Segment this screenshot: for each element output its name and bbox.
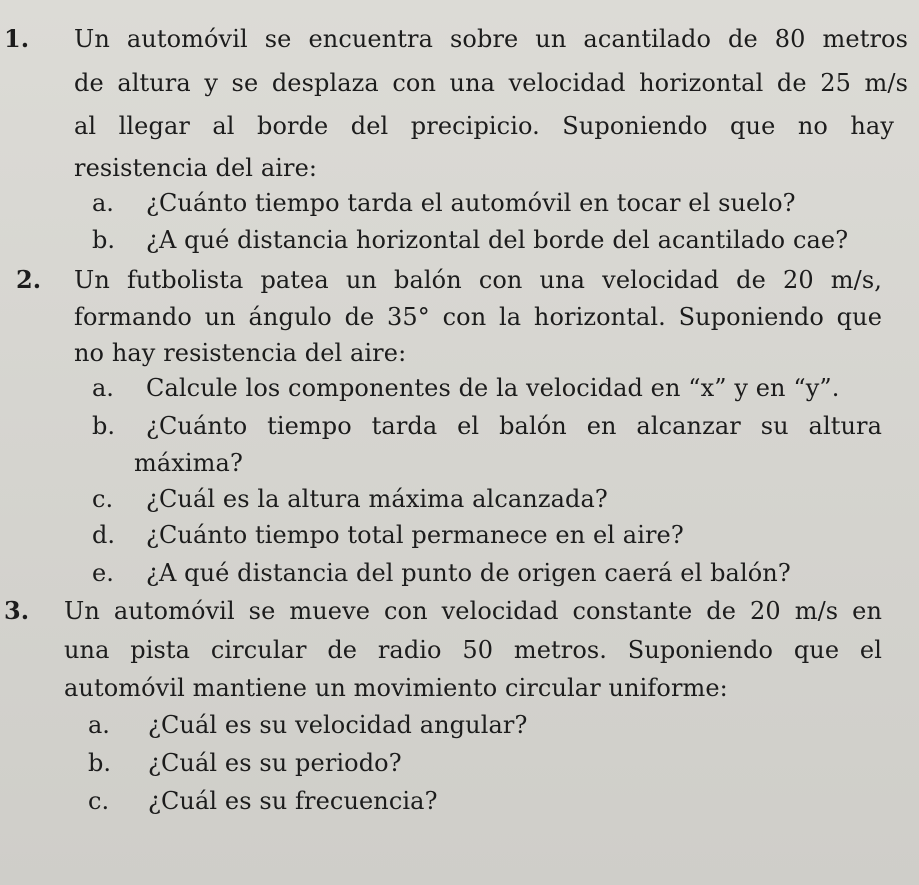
problem-1-number: 1. xyxy=(4,24,30,53)
problem-2-line-3: no hay resistencia del aire: xyxy=(74,339,407,367)
problem-1-line-2: de altura y se desplaza con una velocidad horizontal de 25 m/s xyxy=(74,69,908,97)
problem-3-line-3: automóvil mantiene un movimiento circular uniforme: xyxy=(64,674,728,702)
problem-3-item-a-text: ¿Cuál es su velocidad angular? xyxy=(148,711,528,739)
problem-2-item-c-letter: c. xyxy=(92,485,114,513)
problem-3-item-a-letter: a. xyxy=(88,711,110,739)
problem-2-item-b-letter: b. xyxy=(92,412,115,440)
problem-3-item-c-text: ¿Cuál es su frecuencia? xyxy=(148,787,438,815)
problem-3-line-1: Un automóvil se mueve con velocidad constante de 20 m/s en xyxy=(64,597,882,625)
problem-3-item-b-letter: b. xyxy=(88,749,111,777)
problem-3-item-c-letter: c. xyxy=(88,787,110,815)
problem-2-item-b-text-2: máxima? xyxy=(134,449,243,477)
problem-2-item-a-text: Calcule los componentes de la velocidad en “x” y en “y”. xyxy=(146,374,840,402)
problem-2-item-b-text-1: ¿Cuánto tiempo tarda el balón en alcanzar su altura xyxy=(146,412,882,440)
problem-3-item-b-text: ¿Cuál es su periodo? xyxy=(148,749,402,777)
problem-2-item-e-text: ¿A qué distancia del punto de origen caerá el balón? xyxy=(146,559,791,587)
problem-1-line-3: al llegar al borde del precipicio. Suponiendo que no hay xyxy=(74,112,894,140)
problem-3-line-2: una pista circular de radio 50 metros. Suponiendo que el xyxy=(64,636,882,664)
problem-2-item-a-letter: a. xyxy=(92,374,114,402)
problem-1-item-a-text: ¿Cuánto tiempo tarda el automóvil en tocar el suelo? xyxy=(146,189,796,217)
problem-1-item-b-letter: b. xyxy=(92,226,115,254)
problem-2-line-1: Un futbolista patea un balón con una velocidad de 20 m/s, xyxy=(74,266,882,294)
problem-2-item-e-letter: e. xyxy=(92,559,114,587)
problem-2-item-d-text: ¿Cuánto tiempo total permanece en el aire? xyxy=(146,521,684,549)
problem-2-item-d-letter: d. xyxy=(92,521,115,549)
problem-3-number: 3. xyxy=(4,596,30,625)
problem-1-line-4: resistencia del aire: xyxy=(74,154,318,182)
problem-1-line-1: Un automóvil se encuentra sobre un acantilado de 80 metros xyxy=(74,25,908,53)
problem-2-item-c-text: ¿Cuál es la altura máxima alcanzada? xyxy=(146,485,608,513)
problem-2-line-2: formando un ángulo de 35° con la horizontal. Suponiendo que xyxy=(74,303,882,331)
problem-2-number: 2. xyxy=(16,265,42,294)
problem-1-item-b-text: ¿A qué distancia horizontal del borde del acantilado cae? xyxy=(146,226,849,254)
problem-1-item-a-letter: a. xyxy=(92,189,114,217)
